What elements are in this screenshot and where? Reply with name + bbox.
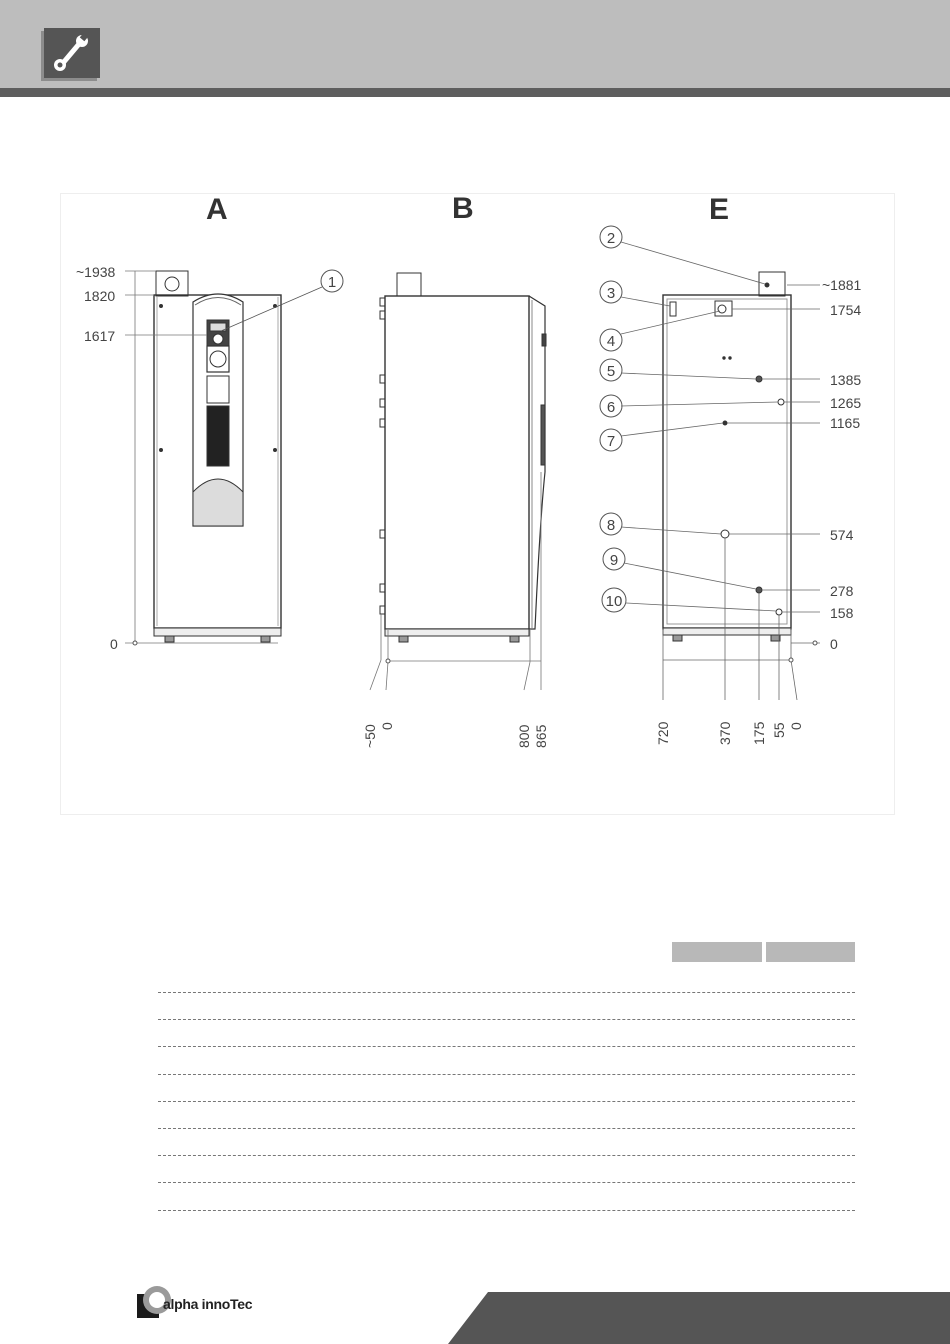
table-row [158,992,855,993]
dim-a-1820: 1820 [84,288,116,304]
view-a-front [154,271,281,642]
table-row [158,1046,855,1047]
dim-e-0: 0 [830,636,838,652]
view-a-title: A [206,193,228,226]
table-row [158,1128,855,1129]
dim-a-1938: ~1938 [76,264,116,280]
callout-5-label: 5 [606,363,616,380]
alpha-innotec-logo [135,1280,265,1324]
callout-8-label: 8 [606,517,616,534]
table-row [158,1101,855,1102]
dim-e-158: 158 [830,605,854,621]
dim-a-1617: 1617 [84,328,116,344]
view-e-rear [663,272,791,641]
table-row [158,1019,855,1020]
dim-e-720: 720 [655,721,671,745]
dim-e-1385: 1385 [830,372,862,388]
dim-e-1754: 1754 [830,302,862,318]
view-e-title: E [709,193,730,226]
dim-e-1165: 1165 [830,415,861,431]
dim-b-0: 0 [379,722,395,730]
dim-e-574: 574 [830,527,854,543]
callout-3-label: 3 [606,285,616,302]
table-row [158,1155,855,1156]
table-row [158,1182,855,1183]
dim-e-175: 175 [751,721,767,745]
table-header-cell-1 [672,942,762,962]
callout-6-label: 6 [606,399,616,416]
dim-e-0-width: 0 [788,722,804,730]
callout-4-label: 4 [606,333,616,350]
dim-e-1265: 1265 [830,395,862,411]
view-b-title: B [452,192,474,225]
callout-2-label: 2 [606,230,616,247]
logo-text: alpha innoTec [163,1296,253,1312]
dim-e-370: 370 [717,721,733,745]
dim-e-1881: ~1881 [822,277,862,293]
callout-10-label: 10 [605,593,623,610]
table-header-cell-2 [766,942,855,962]
dim-a-0: 0 [110,636,118,652]
table-row [158,1210,855,1211]
dim-b-800: 800 [516,724,532,748]
dim-e-278: 278 [830,583,854,599]
view-b-side [380,273,546,642]
callout-9-label: 9 [609,552,619,569]
dim-e-55: 55 [771,722,787,738]
callout-1-label: 1 [327,274,337,291]
dim-b-865: 865 [533,724,549,748]
callout-7-label: 7 [606,433,616,450]
table-row [158,1074,855,1075]
dim-b-50: ~50 [362,724,378,748]
